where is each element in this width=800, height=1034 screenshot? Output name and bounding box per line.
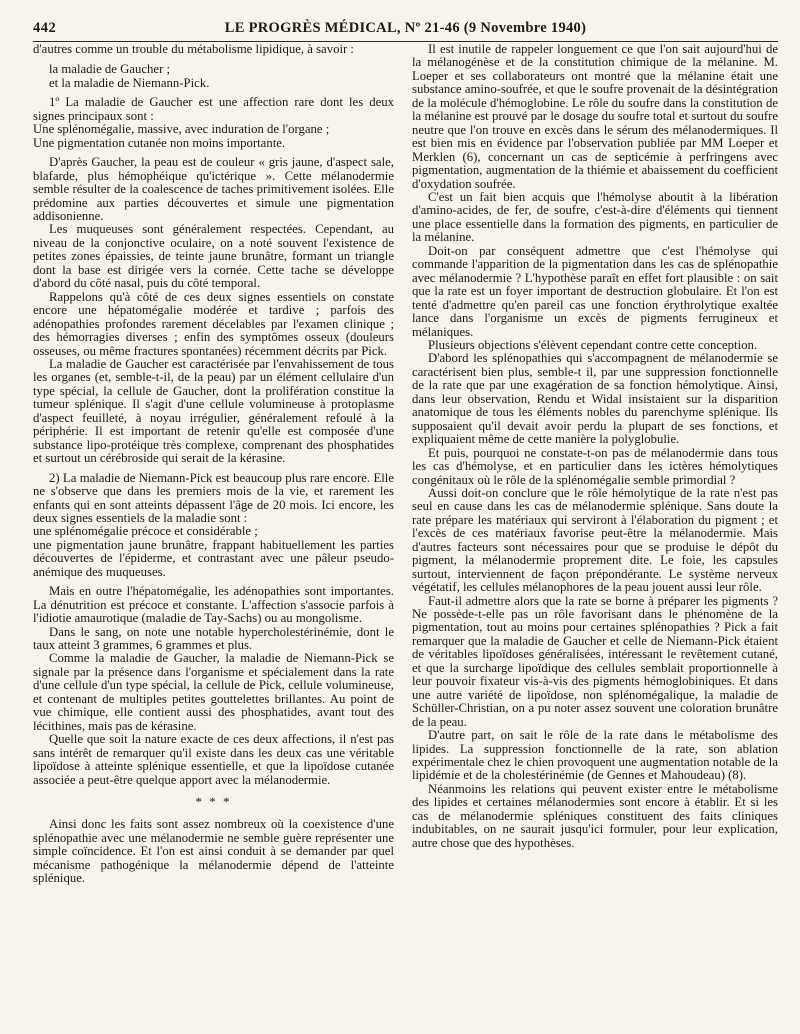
paragraph: Quelle que soit la nature exacte de ces deux affections, il n'est pas sans intérêt de remarquer qu'il existe dans les deux cas une véritable lipoïdose à atteinte splénique essentielle, et que la lipoïdose cutanée associée a peut-être quelque apport avec la mélanodermie. [33,732,394,787]
page-number: 442 [33,20,57,36]
paragraph: Et puis, pourquoi ne constate-t-on pas de mélanodermie dans tous les cas d'hémolyse, et en particulier dans les ictères hémolytiques congénitaux où le rôle de la splénomégalie semble primordial ? [412,445,778,487]
paragraph: Dans le sang, on note une notable hypercholestérinémie, dont le taux atteint 3 grammes, 6 grammes et plus. [33,624,394,653]
paragraph: La maladie de Gaucher est caractérisée par l'envahissement de tous les organes (et, semble-t-il, de la peau) par un élément cellulaire d'un type spécial, la cellule de Gaucher, dont la prolifération constitue la tumeur splénique. Il s'agit d'une cellule volumineuse à protoplasme d'aspect feuilleté, à noyau irrégulier, généralement refoulé à la périphérie. Il est important de retenir qu'elle est composée d'une substance lipo-protéique très complexe, comprenant des phosphatides et surtout un cérébroside qui serait de la kérasine. [33,356,394,466]
page-header [33,20,778,42]
left-column [33,43,394,1024]
paragraph: Néanmoins les relations qui peuvent exister entre le métabolisme des lipides et certaines mélanodermies sont encore à établir. Et si les cas de mélanodermie spléniques constituent des faits cliniques indubitables, on ne saurait jusqu'ici formuler, pour leur explication, autre chose que des hypothèses. [412,781,778,850]
paragraph: Il est inutile de rappeler longuement ce que l'on sait aujourd'hui de la mélanogénèse et de la constitution chimique de la mélanine. M. Loeper et ses collaborateurs ont montré que la mélanine était une substance amino-soufrée, et que le soufre provenait de la désintégration de la molécule d'hémoglobine. Le rôle du soufre dans la constitution de la mélanine est prouvé par le dosage du soufre total et surtout du soufre neutre que l'on trouve en excès dans le sérum des mélanodermiques. Il est bien mis en évidence par l'observation publiée par MM Loeper et Merklen (6), concernant un cas de septicémie à perfringens avec pigmentation, augmentation de la thiémie et abaissement du coefficient d'oxydation soufrée. [412,43,778,191]
paragraph: 1º La maladie de Gaucher est une affection rare dont les deux signes principaux sont : [33,95,394,123]
paragraph: D'autre part, on sait le rôle de la rate dans le métabolisme des lipides. La suppression fonctionnelle de la rate, son ablation expérimentale chez le chien provoquent une augmentation notable de la lipidémie et de la cholestérinémie (de Gennes et Mahoudeau) (8). [412,728,778,783]
article-body [33,43,778,1024]
paragraph: D'abord les splénopathies qui s'accompagnent de mélanodermie se caractérisent bien plus, semble-t il, par une suppression fonctionnelle de la rate que par une exagération de sa fonction hémolytique. Ainsi, dans leur observation, Rendu et Widal insistaient sur la disparition anatomique de tous les éléments nobles du parenchyme splénique. Ils supposaient qu'il devait avoir perdu la plupart de ses fonctions, et expliquaient même de cette manière la polyglobulie. [412,351,778,447]
paragraph: Faut-il admettre alors que la rate se borne à préparer les pigments ? Ne possède-t-elle pas un rôle favorisant dans le phénomène de la pigmentation, tout au moins pour certaines splénopathies ? Pick a fait remarquer que la maladie de Gaucher et celle de Niemann-Pick étaient de véritables lipoïdoses généralisées, intéressant le revêtement cutané, et que la surcharge lipoïdique des cellules semblait proportionnelle à leur pouvoir fixateur vis-à-vis des pigments hémoglobiniques. Et dans une autre variété de lipoïdose, non splénomégalique, la maladie de Schüller-Christian, on a pu noter assez souvent une coloration brunâtre de la peau. [412,593,778,729]
paragraph: Comme la maladie de Gaucher, la maladie de Niemann-Pick se signale par la présence dans l'organisme et spécialement dans la rate d'une cellule d'un type spécial, la cellule de Pick, cellule volumineuse, et contenant de multiples petites gouttelettes brillantes. Au point de vue chimique, elle contient aussi des phosphatides, avant tout des lécithines, mais pas de kérasine. [33,651,394,733]
list-item: la maladie de Gaucher ; [49,62,171,77]
journal-title: LE PROGRÈS MÉDICAL, Nº 21-46 (9 Novembre 1940) [224,20,587,36]
paragraph: une pigmentation jaune brunâtre, frappant habituellement les parties découvertes de l'épiderme, et contrastant avec une pâleur pseudo-anémique des muqueuses. [33,537,394,579]
paragraph: Doit-on par conséquent admettre que c'est l'hémolyse qui commande l'apparition de la pigmentation dans les cas de splénopathie avec mélanodermie ? L'hypothèse paraît en effet fort plausible : on sait que la rate est un foyer important de destruction globulaire. Et l'on est tenté d'admettre qu'en pareil cas une fonction érythrolytique exaltée lance dans l'organisme un excès de pigments ferrugineux et mélaniques. [412,243,778,339]
paragraph: 2) La maladie de Niemann-Pick est beaucoup plus rare encore. Elle ne s'observe que dans les premiers mois de la vie, et rarement les enfants qui en sont atteints dépassent l'âge de 20 mois. Ici encore, les deux signes essentiels de la maladie sont : [33,470,394,525]
paragraph: C'est un fait bien acquis que l'hémolyse aboutit à la libération d'amino-acides, de fer, de soufre, c'est-à-dire d'éléments qui tiennent une place essentielle dans la formation des pigments, en particulier de la mélanine. [412,189,778,245]
paragraph: Plusieurs objections s'élèvent cependant contre cette conception. [428,337,758,352]
paragraph: D'après Gaucher, la peau est de couleur « gris jaune, d'aspect sale, blafarde, plus hémophéique qu'ictérique ». Cette mélanodermie semble résulter de la coalescence de taches primitivement isolées. Elle prédomine aux parties découvertes et simule une pigmentation addisonienne. [33,155,394,223]
paragraph: Les muqueuses sont généralement respectées. Cependant, au niveau de la conjonctive oculaire, on a noté souvent l'existence de petites zones épaissies, de teinte jaune brunâtre, formant un triangle dont la base est dirigée vers la cornée. Cette tache se développe d'abord du côté nasal, puis du côté temporal. [33,222,394,291]
paragraph: Ainsi donc les faits sont assez nombreux où la coexistence d'une splénopathie avec une mélanodermie ne semble guère représenter une simple coïncidence. Et l'on est ainsi conduit à se demander par quel mécanisme pathogénique la mélanodermie dépend de l'atteinte splénique. [33,817,394,886]
paragraph: une splénomégalie précoce et considérable ; [33,524,258,539]
section-separator: * * * [195,794,232,810]
paragraph: Une pigmentation cutanée non moins importante. [33,135,286,150]
paragraph: d'autres comme un trouble du métabolisme lipidique, à savoir : [33,43,354,56]
paragraph: Une splénomégalie, massive, avec induration de l'organe ; [33,122,330,137]
header-rule [33,41,778,42]
list-item: et la maladie de Niemann-Pick. [49,75,210,90]
paragraph: Mais en outre l'hépatomégalie, les adénopathies sont importantes. La dénutrition est précoce et constante. L'affection s'associe parfois à l'idiotie amaurotique (maladie de Tay-Sachs) ou au mongolisme. [33,584,394,626]
right-column [412,43,778,1024]
paragraph: Rappelons qu'à côté de ces deux signes essentiels on constate encore une hépatomégalie modérée et tardive ; parfois des adénopathies profondes rarement décelables par l'examen clinique ; des hémorragies diverses ; enfin des symptômes osseux (douleurs osseuses, ou même fractures spontanées) récemment décrits par Pick. [33,289,394,358]
paragraph: Aussi doit-on conclure que le rôle hémolytique de la rate n'est pas seul en cause dans les cas de mélanodermie splénique. Sans doute la rate prépare les matériaux qui serviront à l'élaboration du pigment ; et l'excès de ces matériaux favorise peut-être la mélanodermie. Mais d'autres facteurs sont nécessaires pour que se produise le dépôt du pigment, la mélanodermie proprement dite. Le foie, les capsules surtout, interviennent de façon prépondérante. Le système nerveux végétatif, les cellules mélanophores de la peau jouent aussi leur rôle. [412,485,778,595]
